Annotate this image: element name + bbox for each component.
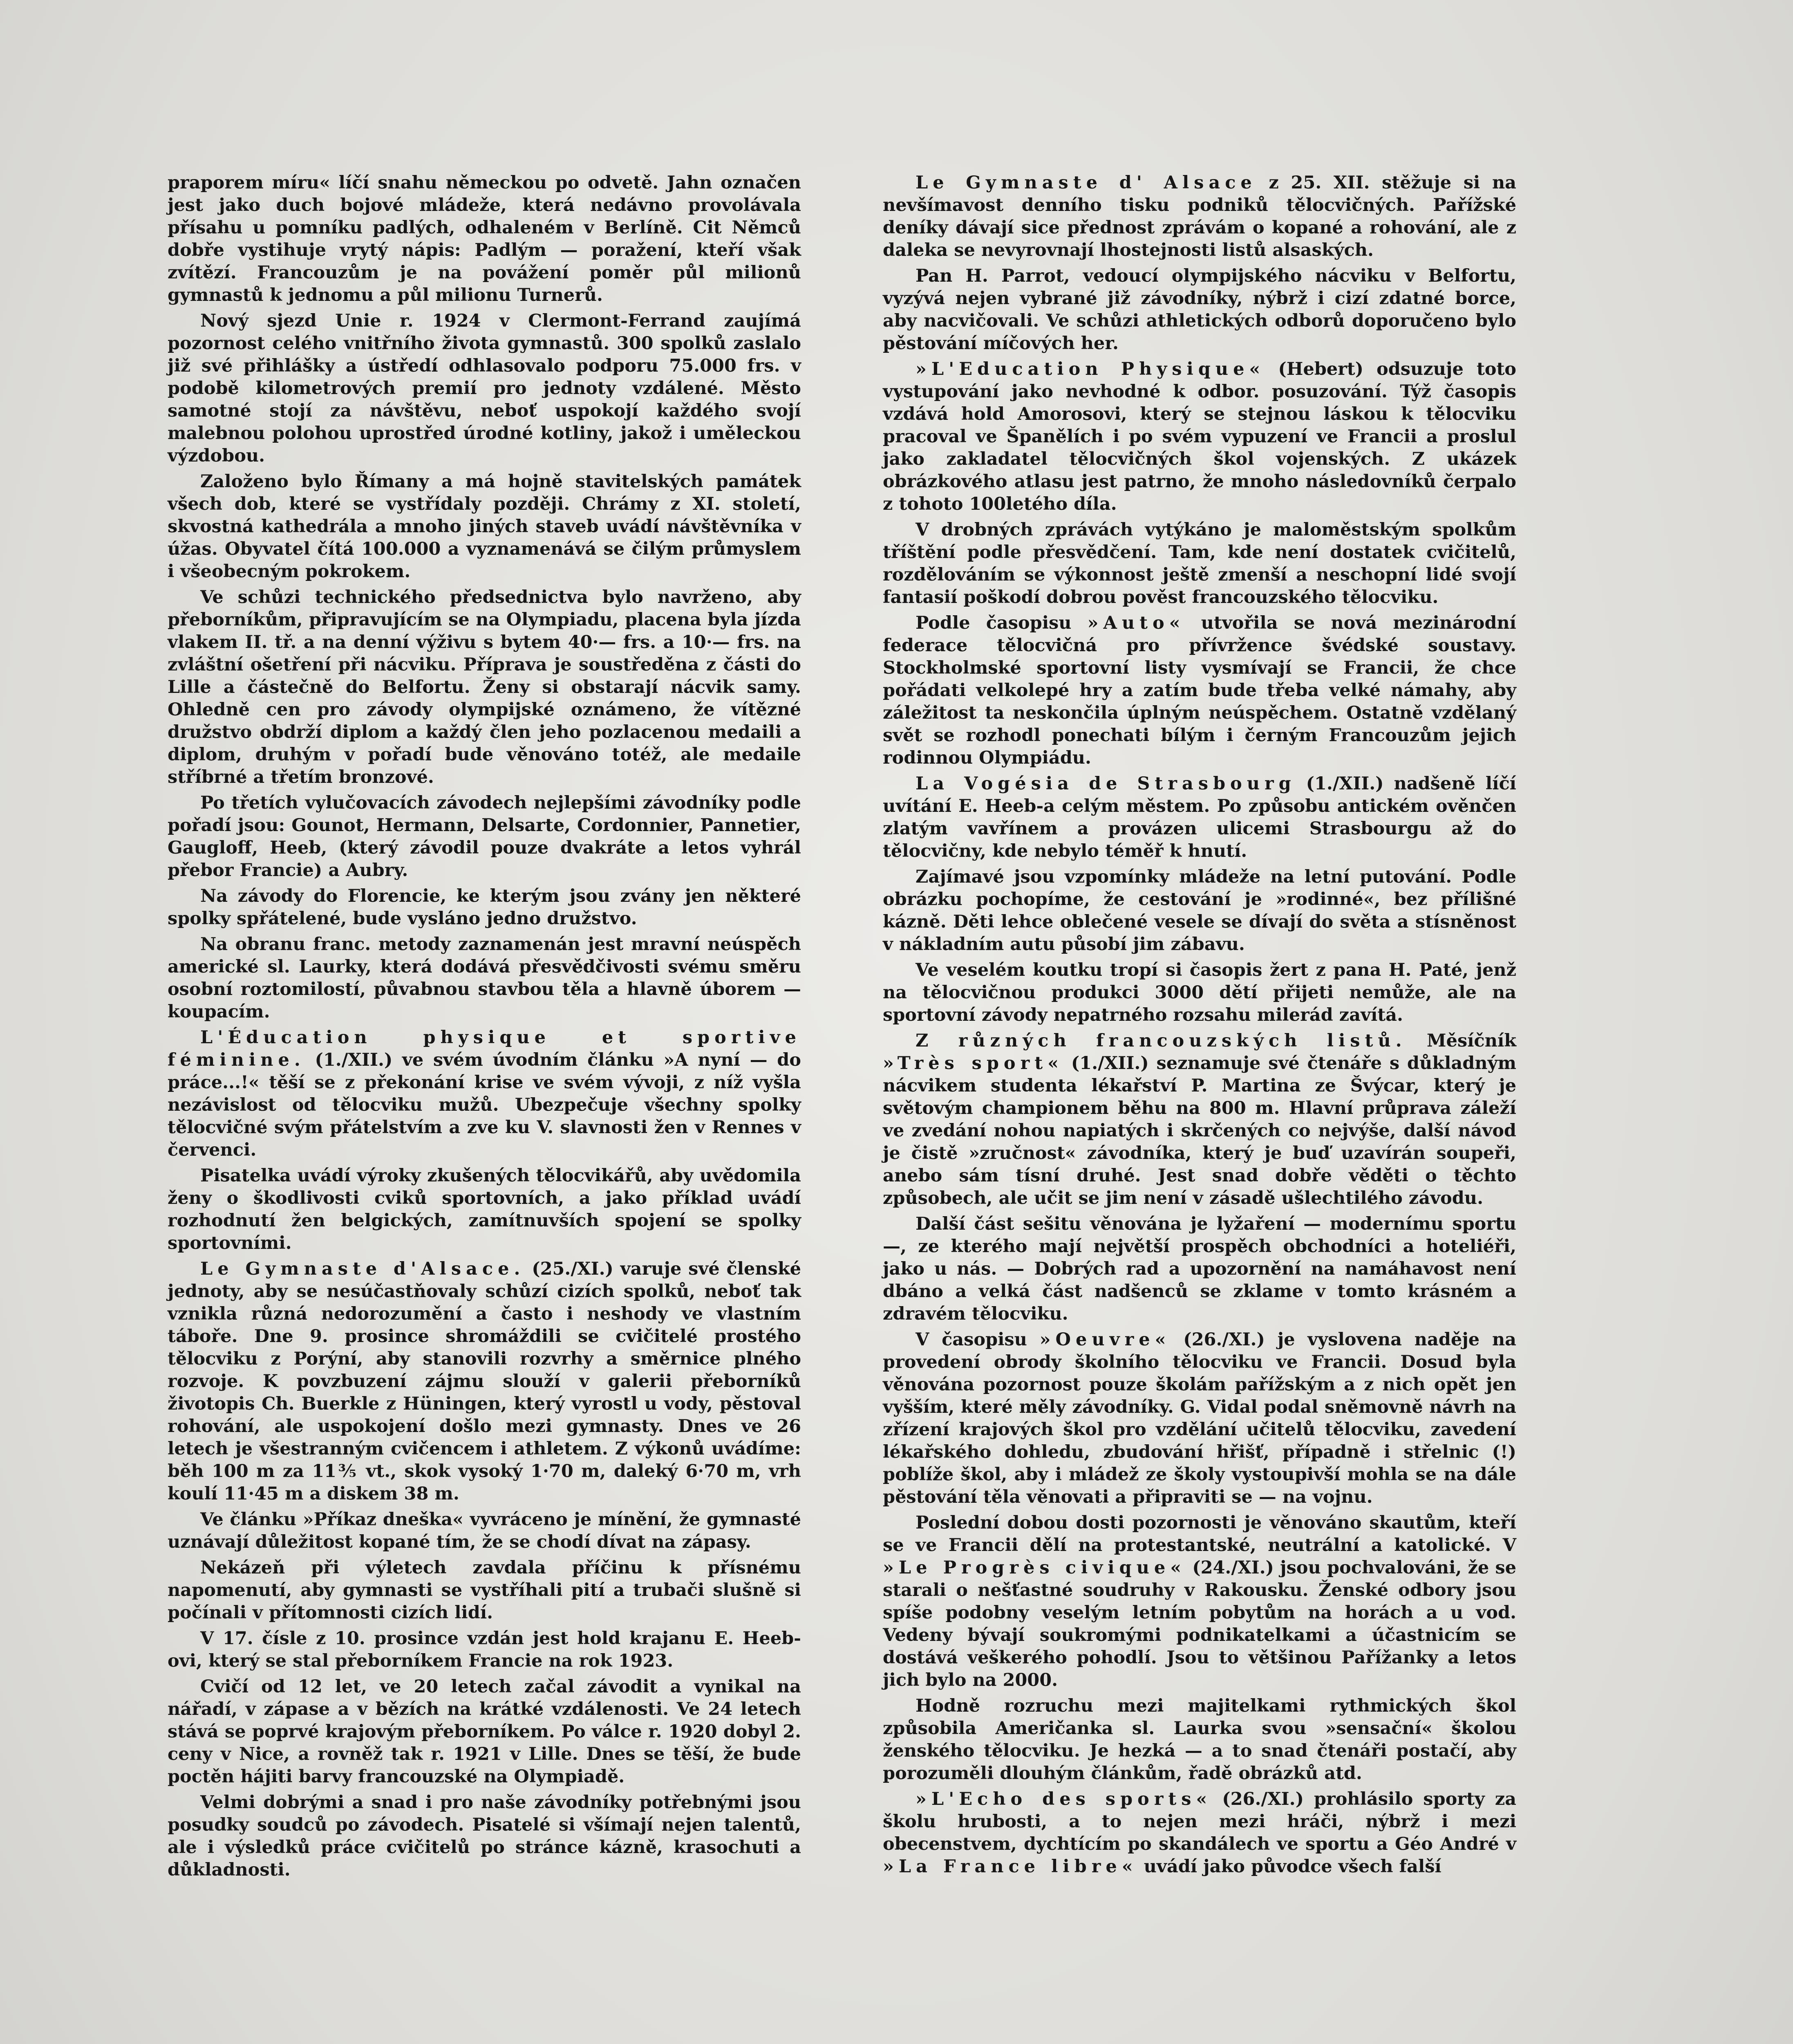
paragraph-text: praporem míru« líčí snahu německou po odvetě. Jahn označen jest jako duch bojové mládeže, která nedávno provolávala přísahu u pomníku padlých, odhaleném v Berlíně. Cit Němců dobře vystihuje vrytý nápis: Padlým — poražení, kteří však zvítězí. Francouzům je na povážení poměr půl milionů gymnastů k jednomu a půl milionu Turnerů. (168, 173, 801, 305)
paragraph-text: (1./XII.) nadšeně líčí uvítání E. Heeb-a celým městem. Po způsobu antickém ověnčen zlatým vavřínem a provázen ulicemi Strasbourgu až do tělocvičny, kde nebylo téměř k hnutí. (883, 773, 1516, 861)
periodical-title: »Oeuvre« (1039, 1329, 1171, 1350)
periodical-title: »Très sport« (883, 1053, 1064, 1074)
paragraph-text: (26./XI.) je vyslovena naděje na provedení obrody školního tělocviku ve Francii. Dosud byla věnována pozornost pouze školám pařížským a z nich opět jen vyšším, které měly závodníky. G. Vidal podal sněmovně návrh na zřízení krajových škol pro vzdělání učitelů tělocviku, zavedení lékařského dohledu, zbudování hřišť, případně i střelnic (!) poblíže škol, aby i mládež ze školy vystoupivší mohla se na dále pěstování těla věnovati a připraviti se — na vojnu. (883, 1329, 1516, 1507)
paragraph-text: V časopisu (916, 1329, 1040, 1350)
periodical-title: L'Éducation physique et sportive féminine. (168, 1027, 801, 1070)
paragraph-text: Na obranu franc. metody zaznamenán jest mravní neúspěch americké sl. Laurky, která dodává přesvědčivosti svému směru osobní roztomilostí, půvabnou stavbou těla a hlavně úborem — koupacím. (168, 934, 801, 1022)
paragraph-text: uvádí jako původce všech falší (1137, 1856, 1442, 1877)
paragraph (883, 1329, 1516, 1508)
paragraph (883, 959, 1516, 1026)
paragraph-text: V drobných zprávách vytýkáno je maloměstským spolkům tříštění podle přesvědčení. Tam, kde není dostatek cvičitelů, rozdělováním se výkonnost ještě zmenší a neschopní lidé svojí fantasií poškodí dobrou pověst francouzského tělocviku. (883, 520, 1516, 607)
paragraph (168, 1508, 801, 1553)
paragraph (883, 1213, 1516, 1325)
paragraph (168, 1676, 801, 1788)
paragraph (883, 265, 1516, 355)
paragraph-text: (26./XI.) prohlásilo sporty za školu hrubosti, a to nejen mezi hráči, nýbrž i mezi obecenstvem, dychtícím po skandálech ve sportu a Géo André v (883, 1789, 1516, 1854)
paragraph (168, 310, 801, 467)
paragraph-text: Cvičí od 12 let, ve 20 letech začal závodit a vynikal na nářadí, v zápase a v bězích na krátké vzdálenosti. Ve 24 letech stává se poprvé krajovým přeborníkem. Po válce r. 1920 dobyl 2. ceny v Nice, a rovněž tak r. 1921 v Lille. Dnes se těší, že bude poctěn hájiti barvy francouzské na Olympiadě. (168, 1676, 801, 1787)
paragraph (168, 1258, 801, 1505)
paragraph (883, 1695, 1516, 1785)
periodical-title: Le Gymnaste d'Alsace. (200, 1259, 525, 1279)
paragraph-text: Ve schůzi technického předsednictva bylo navrženo, aby přeborníkům, připravujícím se na Olympiadu, placena byla jízda vlakem II. tř. a na denní výživu s bytem 40·— frs. a 10·— frs. na zvláštní ošetření při nácviku. Příprava je soustředěna z části do Lille a částečně do Belfortu. Ženy si obstarají nácvik samy. Ohledně cen pro závody olympijské oznámeno, že vítězné družstvo obdrží diplom a každý člen jeho pozlacenou medaili a diplom, druhým v pořadí bude věnováno totéž, ale medaile stříbrné a třetím bronzové. (168, 587, 801, 787)
periodical-title: Z různých francouzských listů. (916, 1031, 1407, 1051)
paragraph-text: Po třetích vylučovacích závodech nejlepšími závodníky podle pořadí jsou: Gounot, Hermann, Delsarte, Cordonnier, Pannetier, Gaugloff, Heeb, (který závodil pouze dvakráte a letos vyhrál přebor Francie) a Aubry. (168, 793, 801, 881)
paragraph-text: (24./XI.) jsou pochvalováni, že se starali o nešťastné soudruhy v Rakousku. Ženské odbory jsou spíše podobny veselým letním pobytům na horách a u vod. Vedeny bývají soukromými podnikatelkami a účastnicím se dostává veškerého pohodlí. Jsou to většinou Pařížanky a letos jich bylo na 2000. (883, 1558, 1516, 1690)
paragraph-text: Ve článku »Příkaz dneška« vyvráceno je mínění, že gymnasté uznávají důležitost kopané tím, že se chodí dívat na zápasy. (168, 1509, 801, 1552)
paragraph (168, 586, 801, 789)
paragraph-text: Zajímavé jsou vzpomínky mládeže na letní putování. Podle obrázku pochopíme, že cestování je »rodinné«, bez přílišné kázně. Děti lehce oblečené vesele se dívají do světa a stísněnost v nákladním autu působí jim zábavu. (883, 867, 1516, 955)
periodical-title: La Vogésia de Strasbourg (916, 773, 1296, 794)
paragraph-text: Nový sjezd Unie r. 1924 v Clermont-Ferrand zaujímá pozornost celého vnitřního života gymnastů. 300 spolků zaslalo již své přihlášky a ústředí odhlasovalo podporu 75.000 frs. v podobě kilometrových premií pro jednoty vzdálené. Město samotné stojí za návštěvu, neboť uspokojí každého svojí malebnou polohou uprostřed úrodné kotliny, jakož i uměleckou výzdobou. (168, 311, 801, 466)
paragraph (168, 885, 801, 930)
periodical-title: »Auto« (1087, 613, 1185, 633)
paragraph (168, 1557, 801, 1624)
paragraph-text: (25./XI.) varuje své členské jednoty, aby se nesúčastňovaly schůzí cizích spolků, neboť tak vznikla různá nedorozumění a často i neshody ve vlastním táboře. Dne 9. prosince shromáždili se cvičitelé prostého tělocviku z Porýní, aby stanovili rozvrhy a směrnice plného rozvoje. K povzbuzení zájmu slouží v galerii přeborníků životopis Ch. Buerkle z Hüningen, který vyrostl u vody, pěstoval rohování, ale uspokojení došlo mezi gymnasty. Dnes ve 26 letech je všestranným cvičencem i athletem. Z výkonů uvádíme: běh 100 m za 11⅗ vt., skok vysoký 1·70 m, daleký 6·70 m, vrh koulí 11·45 m a diskem 38 m. (168, 1259, 801, 1504)
paragraph (883, 773, 1516, 863)
paragraph-text: Pisatelka uvádí výroky zkušených tělocvikářů, aby uvědomila ženy o škodlivosti cviků sportovních, a jako příklad uvádí rozhodnutí žen belgických, zamítnuvších spojení se spolky sportovními. (168, 1165, 801, 1253)
periodical-title: »La France libre« (883, 1856, 1138, 1877)
periodical-title: »L'Echo des sports« (916, 1789, 1212, 1809)
periodical-title: Le Gymnaste d' Alsace (916, 173, 1257, 193)
paragraph-text: Založeno bylo Římany a má hojně stavitelských památek všech dob, které se vystřídaly později. Chrámy z XI. století, skvostná kathedrála a mnoho jiných staveb uvádí návštěvníka v úžas. Obyvatel čítá 100.000 a vyznamenává se čilým průmyslem i všeobecným pokrokem. (168, 471, 801, 582)
paragraph-text: Poslední dobou dosti pozornosti je věnováno skautům, kteří se ve Francii dělí na protestantské, neutrální a katolické. V (883, 1513, 1516, 1555)
paragraph-text: Podle časopisu (916, 613, 1088, 633)
paragraph-text: Velmi dobrými a snad i pro naše závodníky potřebnými jsou posudky soudců po závodech. Pisatelé si všímají nejen talentů, ale i výsledků práce cvičitelů po stránce kázně, krasochuti a důkladnosti. (168, 1792, 801, 1880)
paragraph-text: (1./XII.) ve svém úvodním článku »A nyní — do práce...!« těší se z překonání krise ve svém vývoji, z níž vyšla nezávislost od tělocviku mužů. Ubezpečuje všechny spolky tělocvičné svým přátelstvím a zve ku V. slavnosti žen v Rennes v červenci. (168, 1050, 801, 1160)
paragraph (168, 792, 801, 882)
paragraph (883, 866, 1516, 956)
paragraph-text: Měsíčník (1406, 1031, 1517, 1051)
paragraph (168, 1026, 801, 1161)
paragraph (168, 471, 801, 583)
paragraph (168, 1627, 801, 1672)
paragraph-text: z 25. XII. stěžuje si na nevšímavost denního tisku podniků tělocvičných. Pařížské deníky dávají sice přednost zprávám o kopané a rohování, ale z daleka se nevyrovnají lhostejnosti listů alsaských. (883, 173, 1516, 260)
paragraph-text: Pan H. Parrot, vedoucí olympijského nácviku v Belfortu, vyzývá nejen vybrané již závodníky, nýbrž i cizí zdatné borce, aby nacvičovali. Ve schůzi athletických odborů doporučeno bylo pěstování míčových her. (883, 266, 1516, 354)
paragraph-text: Nekázeň při výletech zavdala příčinu k přísnému napomenutí, aby gymnasti se vystříhali pití a trubači slušně si počínali v přítomnosti cizích lidí. (168, 1558, 801, 1623)
paragraph-text: Ve veselém koutku tropí si časopis žert z pana H. Paté, jenž na tělocvičnou produkci 3000 dětí přijeti nemůže, ale na sportovní závody nepatrného rozsahu milerád zavítá. (883, 960, 1516, 1025)
paragraph-text: (1./XII.) seznamuje své čtenáře s důkladným nácvikem studenta lékařství P. Martina ze Švýcar, který je světovým championem běhu na 800 m. Hlavní průprava záleží ve zvedání nohou napiatých i skrčených co nejvýše, další návod je čistě »zručnost« závodníka, který je buď uzavírán soupeři, anebo sám tísní druhé. Jest snad dobře věděti o těchto způsobech, ale učit se jim není v zásadě ušlechtilého závodu. (883, 1053, 1517, 1208)
paragraph (883, 358, 1516, 515)
left-column (168, 172, 801, 1885)
paragraph-text: Hodně rozruchu mezi majitelkami rythmických škol způsobila Američanka sl. Laurka svou »sensační« školou ženského tělocviku. Je hezká — a to snad čtenáři postačí, aby porozuměli dlouhým článkům, řadě obrázků atd. (883, 1696, 1516, 1784)
paragraph-text: V 17. čísle z 10. prosince vzdán jest hold krajanu E. Heeb-ovi, který se stal přeborníkem Francie na rok 1923. (168, 1628, 801, 1671)
paragraph (168, 1165, 801, 1255)
paragraph (883, 1788, 1516, 1878)
paragraph (883, 1512, 1516, 1692)
periodical-title: »Le Progrès civique« (883, 1558, 1186, 1578)
right-column (883, 172, 1516, 1881)
paragraph (883, 172, 1516, 262)
paragraph (883, 612, 1516, 769)
paragraph (883, 519, 1516, 609)
paragraph-text: (Hebert) odsuzuje toto vystupování jako nevhodné k odbor. posuzování. Týž časopis vzdává hold Amorosovi, který se stejnou láskou k tělocviku pracoval ve Španělích i po svém vypuzení ve Francii a proslul jako zakladatel tělocvičných škol vojenských. Z ukázek obrázkového atlasu jest patrno, že mnoho následovníků čerpalo z tohoto 100letého díla. (883, 359, 1516, 514)
paragraph (168, 1791, 801, 1881)
paragraph (168, 933, 801, 1023)
periodical-title: »L'Education Physique« (916, 359, 1265, 379)
paragraph (883, 1030, 1516, 1210)
paragraph-text: utvořila se nová mezinárodní federace tělocvičná pro přívržence švédské soustavy. Stockholmské sportovní listy vysmívají se Francii, že chce pořádati velkolepé hry a zatím bude třeba velké námahy, aby záležitost ta neskončila úplným neúspěchem. Ostatně vzdělaný svět se rozhodl ponechati bílým i černým Francouzům jejich rodinnou Olympiádu. (883, 613, 1516, 768)
paragraph-text: Další část sešitu věnována je lyžaření — modernímu sportu —, ze kterého mají největší prospěch obchodníci a hoteliéři, jako u nás. — Dobrých rad a upozornění na namáhavost není dbáno a velká část nadšenců se zklame v tomto krásném a zdravém tělocviku. (883, 1214, 1516, 1324)
paragraph (168, 172, 801, 307)
paragraph-text: Na závody do Florencie, ke kterým jsou zvány jen některé spolky spřátelené, bude vysláno jedno družstvo. (168, 886, 801, 929)
